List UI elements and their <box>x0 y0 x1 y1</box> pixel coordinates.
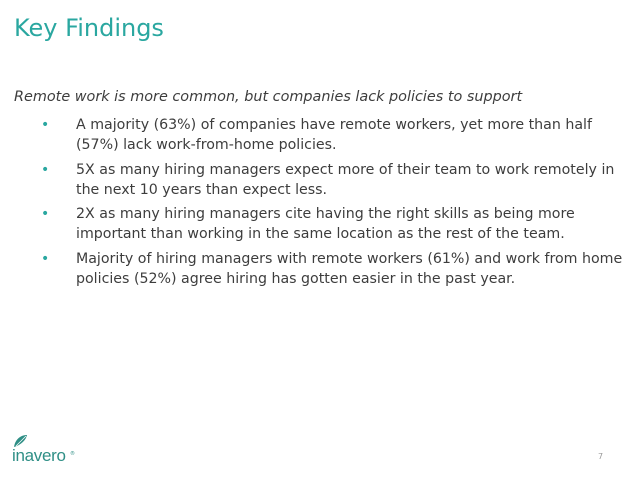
finding-item <box>41 204 626 244</box>
finding-item <box>41 160 626 200</box>
bullet-icon: • <box>41 250 50 267</box>
findings-list <box>41 115 626 293</box>
finding-text: 5X as many hiring managers expect more of their team to work remotely in the next 10 years than expect less. <box>76 161 615 198</box>
slide-title: Key Findings <box>14 14 164 42</box>
bullet-icon: • <box>41 117 50 133</box>
finding-text: Majority of hiring managers with remote workers (61%) and work from home policies (52%) agree hiring has gotten easier in the past year. <box>76 250 623 287</box>
logo-text: inavero <box>12 446 66 465</box>
finding-text: 2X as many hiring managers cite having the right skills as being more important than working in the same location as the rest of the team. <box>76 206 575 242</box>
slide-subtitle: Remote work is more common, but companies lack policies to support <box>14 89 523 105</box>
finding-item <box>41 115 626 155</box>
page-number: 7 <box>598 452 604 461</box>
finding-text: A majority (63%) of companies have remote workers, yet more than half (57%) lack work-from-home policies. <box>76 117 592 153</box>
inavero-logo <box>12 434 88 468</box>
bullet-icon: • <box>41 206 50 222</box>
trademark-symbol: ® <box>70 451 75 457</box>
bullet-icon: • <box>41 161 50 178</box>
finding-item <box>41 249 626 289</box>
